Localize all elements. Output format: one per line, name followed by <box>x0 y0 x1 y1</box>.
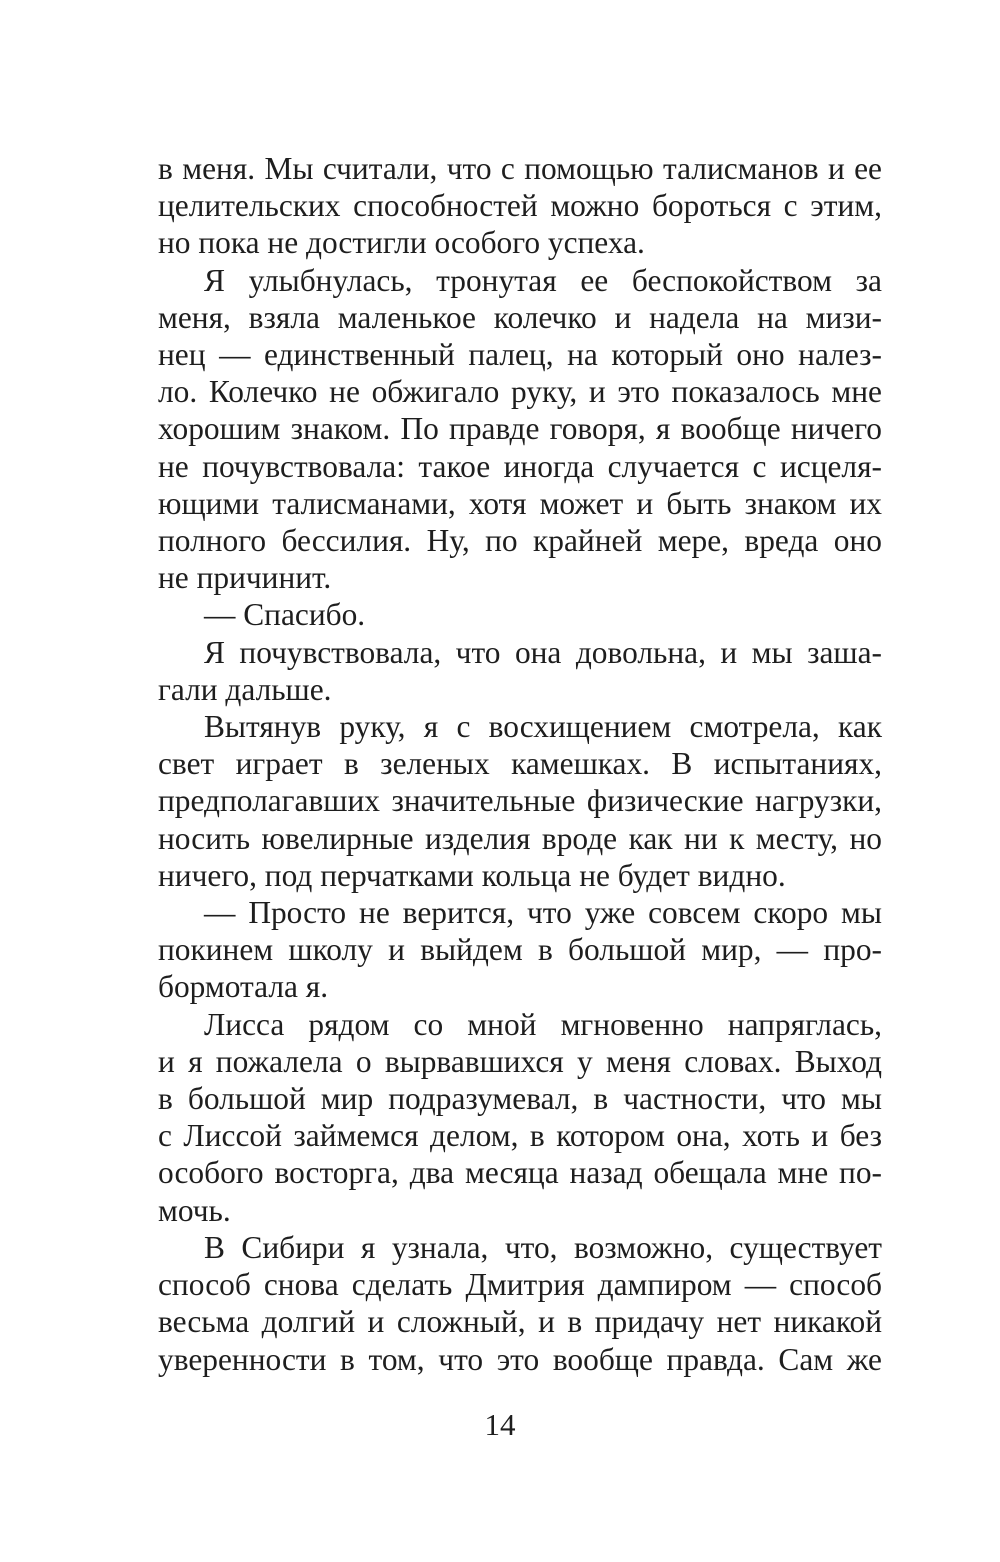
text-line: мочь. <box>158 1192 231 1228</box>
text-line: — Спасибо. <box>204 597 366 633</box>
text-line: ничего, под перчатками кольца не будет видно. <box>158 857 786 893</box>
text-line: и я пожалела о вырвавшихся у меня словах. Выход <box>158 1043 882 1079</box>
text-line: с Лиссой займемся делом, в котором она, хоть и без <box>158 1118 882 1154</box>
text-line: особого восторга, два месяца назад обещала мне по- <box>158 1155 882 1191</box>
paragraph <box>158 150 882 262</box>
text-line: меня, взяла маленькое колечко и надела на мизи- <box>158 299 882 335</box>
text-line: нец — единственный палец, на который оно налез- <box>158 337 882 373</box>
text-line: не причинит. <box>158 560 332 596</box>
text-line: Я почувствовала, что она довольна, и мы заша- <box>204 634 882 670</box>
page-number: 14 <box>484 1407 516 1442</box>
text-line: свет играет в зеленых камешках. В испытаниях, <box>158 746 882 782</box>
paragraph <box>158 1006 882 1229</box>
text-line: хорошим знаком. По правде говоря, я вообще ничего <box>158 411 882 447</box>
paragraph <box>158 634 882 708</box>
text-line: но пока не достигли особого успеха. <box>158 225 645 261</box>
text-line: ло. Колечко не обжигало руку, и это показалось мне <box>158 374 882 410</box>
text-line: уверенности в том, что это вообще правда. Сам же <box>158 1341 882 1377</box>
paragraph <box>158 708 882 894</box>
text-line: бормотала я. <box>158 969 329 1005</box>
text-line: не почувствовала: такое иногда случается с исцеля- <box>158 448 882 484</box>
text-line: носить ювелирные изделия вроде как ни к месту, но <box>158 820 882 856</box>
paragraph <box>158 894 882 1006</box>
text-line: Я улыбнулась, тронутая ее беспокойством за <box>204 262 882 298</box>
text-line: способ снова сделать Дмитрия дампиром — способ <box>158 1267 882 1303</box>
paragraph <box>158 596 882 633</box>
text-line: В Сибири я узнала, что, возможно, существует <box>204 1229 882 1265</box>
text-line: целительских способностей можно бороться с этим, <box>158 188 882 224</box>
text-line: ющими талисманами, хотя может и быть знаком их <box>158 485 882 521</box>
text-line: в большой мир подразумевал, в частности, что мы <box>158 1081 882 1117</box>
paragraph <box>158 262 882 597</box>
text-line: весьма долгий и сложный, и в придачу нет никакой <box>158 1304 882 1340</box>
text-line: гали дальше. <box>158 671 332 707</box>
paragraph <box>158 1229 882 1378</box>
text-line: предполагавших значительные физические нагрузки, <box>158 783 882 819</box>
text-line: Лисса рядом со мной мгновенно напряглась, <box>204 1006 882 1042</box>
body-text <box>158 150 882 1378</box>
text-line: полного бессилия. Ну, по крайней мере, вреда оно <box>158 523 882 559</box>
text-line: Вытянув руку, я с восхищением смотрела, как <box>204 709 882 745</box>
text-line: в меня. Мы считали, что с помощью талисманов и ее <box>158 151 882 186</box>
text-line: покинем школу и выйдем в большой мир, — про- <box>158 932 882 968</box>
text-line: — Просто не верится, что уже совсем скоро мы <box>204 895 882 931</box>
